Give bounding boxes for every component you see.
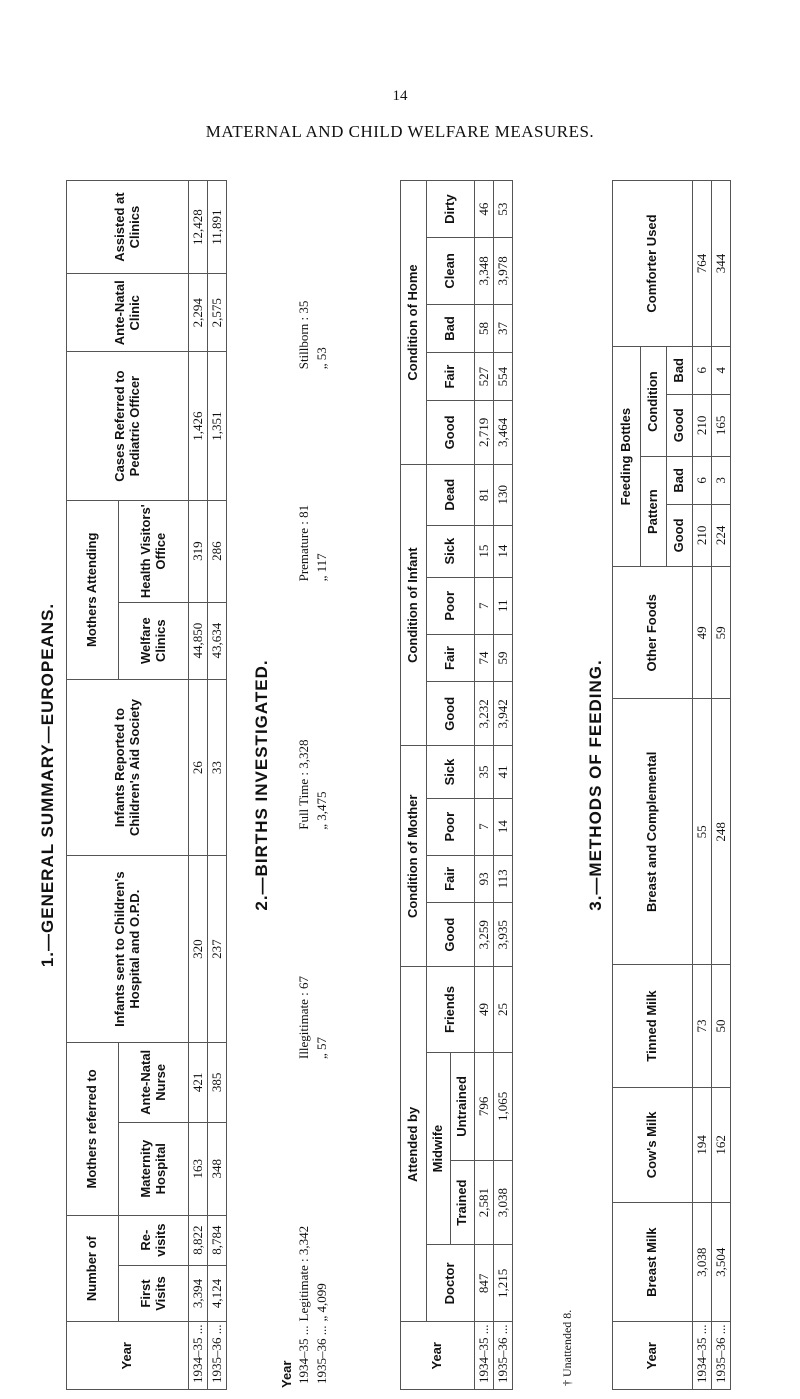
page-number: 14: [392, 88, 408, 104]
cell: Full Time : 3,328: [296, 739, 311, 830]
cell: 1934–35 ...: [475, 1322, 494, 1390]
cell: 1934–35 ...: [693, 1322, 712, 1390]
assisted-header: Assisted at Clinics: [67, 181, 189, 274]
cell: 7: [475, 577, 494, 634]
cell: „ 3,475: [314, 791, 329, 830]
infants-sent-header: Infants sent to Children's Hospital and O.P.D.: [67, 856, 189, 1043]
condition-home-header: Condition of Home: [401, 181, 427, 465]
cell: Legitimate : 3,342: [296, 1225, 311, 1322]
cell: 37: [494, 304, 513, 353]
cell: 41: [494, 746, 513, 798]
cell: 319: [189, 500, 208, 602]
cell: „ 53: [314, 347, 329, 370]
cows-milk-header: Cow's Milk: [613, 1087, 693, 1202]
cell: 3,942: [494, 682, 513, 746]
maternity-header: Maternity Hospital: [119, 1122, 189, 1215]
cell: 74: [475, 634, 494, 681]
cell: 163: [189, 1122, 208, 1215]
cell: 55: [693, 699, 712, 965]
cell: 248: [712, 699, 731, 965]
cell: „ 4,099: [314, 1283, 329, 1322]
unattended-footnote: † Unattended 8.: [560, 1309, 574, 1386]
cell: 2,294: [189, 274, 208, 352]
cell: 35: [475, 746, 494, 798]
s1-year-header: Year: [67, 1322, 189, 1390]
cell: 2,719: [475, 400, 494, 464]
untrained-header: Untrained: [451, 1052, 475, 1160]
attended-by-header: Attended by: [401, 967, 427, 1322]
cell: 1,215: [494, 1245, 513, 1322]
cell: 237: [208, 856, 227, 1043]
header: Good: [427, 400, 475, 464]
cell: 43,634: [208, 602, 227, 679]
midwife-header: Midwife: [427, 1052, 451, 1245]
condition-mother-header: Condition of Mother: [401, 746, 427, 967]
cell: 46: [475, 181, 494, 238]
cell: 59: [712, 567, 731, 699]
header: Clean: [427, 238, 475, 305]
cell: 1935–36 ...: [712, 1322, 731, 1390]
comforter-header: Comforter Used: [613, 181, 693, 347]
first-visits-header: First Visits: [119, 1265, 189, 1322]
feeding-table: [612, 180, 731, 1390]
friends-header: Friends: [427, 967, 475, 1053]
cell: 847: [475, 1245, 494, 1322]
condition-header: Condition: [641, 347, 667, 457]
cell: 93: [475, 855, 494, 902]
header: Sick: [427, 746, 475, 798]
cell: 3,978: [494, 238, 513, 305]
cell: 165: [712, 394, 731, 457]
cell: 33: [208, 679, 227, 856]
cell: 53: [494, 181, 513, 238]
cell: „ 57: [314, 1036, 329, 1060]
cases-referred-header: Cases Referred to Pediatric Officer: [67, 352, 189, 500]
cell: 3,348: [475, 238, 494, 305]
breast-milk-header: Breast Milk: [613, 1202, 693, 1322]
s2-year-header: Year: [279, 1360, 294, 1388]
s3-year-header: Year: [401, 1322, 475, 1390]
cell: 12,428: [189, 181, 208, 274]
cell: „ 117: [314, 553, 329, 582]
header: Dirty: [427, 181, 475, 238]
cell: 224: [712, 504, 731, 567]
header: Fair: [427, 855, 475, 902]
cell: 130: [494, 464, 513, 525]
cell: 6: [693, 457, 712, 505]
cell: 1935–36 ...: [494, 1322, 513, 1390]
cell: 194: [693, 1087, 712, 1202]
cell: 7: [475, 798, 494, 855]
cell: 14: [494, 798, 513, 855]
cell: 1,426: [189, 352, 208, 500]
cell: 3,464: [494, 400, 513, 464]
cell: 81: [475, 464, 494, 525]
cell: 1,351: [208, 352, 227, 500]
header: Good: [427, 682, 475, 746]
health-visitors-header: Health Visitors' Office: [119, 500, 189, 602]
cell: 6: [693, 347, 712, 395]
breast-complemental-header: Breast and Complemental: [613, 699, 693, 965]
rotated-tables: [20, 180, 800, 1390]
feeding-bottles-header: Feeding Bottles: [613, 347, 641, 567]
pattern-header: Pattern: [641, 457, 667, 567]
general-summary-title: 1.—GENERAL SUMMARY—EUROPEANS.: [38, 602, 57, 968]
antenatal-clinic-header: Ante-Natal Clinic: [67, 274, 189, 352]
cell: 3,038: [494, 1160, 513, 1244]
cell: 113: [494, 855, 513, 902]
header: Good: [667, 504, 693, 567]
cell: Stillborn : 35: [296, 300, 311, 370]
number-of-header: Number of: [67, 1215, 119, 1322]
cell: 554: [494, 353, 513, 400]
table-row: [712, 181, 731, 1390]
cell: 26: [189, 679, 208, 856]
cell: 25: [494, 967, 513, 1053]
cell: 162: [712, 1087, 731, 1202]
cell: 8,822: [189, 1215, 208, 1265]
cell: 4,124: [208, 1265, 227, 1322]
header: Poor: [427, 577, 475, 634]
cell: 3,259: [475, 903, 494, 967]
other-foods-header: Other Foods: [613, 567, 693, 699]
header: Good: [427, 903, 475, 967]
cell: 49: [475, 967, 494, 1053]
cell: 286: [208, 500, 227, 602]
feeding-title: 3.—METHODS OF FEEDING.: [586, 659, 605, 911]
cell: Premature : 81: [296, 504, 311, 582]
cell: 348: [208, 1122, 227, 1215]
cell: 3,935: [494, 903, 513, 967]
cell: 4: [712, 347, 731, 395]
cell: 8,784: [208, 1215, 227, 1265]
cell: 3,232: [475, 682, 494, 746]
births-title: 2.—BIRTHS INVESTIGATED.: [252, 659, 271, 911]
header: Fair: [427, 634, 475, 681]
header: Bad: [667, 457, 693, 505]
header: Bad: [427, 304, 475, 353]
cell: 49: [693, 567, 712, 699]
header: Sick: [427, 525, 475, 577]
header: Bad: [667, 347, 693, 395]
cell: 15: [475, 525, 494, 577]
cell: 210: [693, 394, 712, 457]
cell: 1,065: [494, 1052, 513, 1160]
cell: 2,575: [208, 274, 227, 352]
header: Dead: [427, 464, 475, 525]
cell: 796: [475, 1052, 494, 1160]
cell: 527: [475, 353, 494, 400]
mothers-referred-header: Mothers referred to: [67, 1042, 119, 1215]
mothers-attending-header: Mothers Attending: [67, 500, 119, 679]
cell: 44,850: [189, 602, 208, 679]
cell: 421: [189, 1042, 208, 1122]
header: Good: [667, 394, 693, 457]
cell: 3,394: [189, 1265, 208, 1322]
revisits-header: Re-visits: [119, 1215, 189, 1265]
cell: 50: [712, 965, 731, 1088]
cell: 210: [693, 504, 712, 567]
antenatal-nurse-header: Ante-Natal Nurse: [119, 1042, 189, 1122]
cell: 1934–35 ...: [189, 1322, 208, 1390]
tinned-milk-header: Tinned Milk: [613, 965, 693, 1088]
s4-year-header: Year: [613, 1322, 693, 1390]
feeding-section: [20, 180, 800, 1390]
cell: 764: [693, 181, 712, 347]
table-row: [693, 181, 712, 1390]
cell: 3,038: [693, 1202, 712, 1322]
cell: 11,891: [208, 181, 227, 274]
cell: 1934–35 ...: [296, 1325, 311, 1384]
cell: 320: [189, 856, 208, 1043]
header: Fair: [427, 353, 475, 400]
main-title: MATERNAL AND CHILD WELFARE MEASURES.: [205, 122, 595, 141]
cell: 1935–36 ...: [208, 1322, 227, 1390]
welfare-clinics-header: Welfare Clinics: [119, 602, 189, 679]
cell: Illegitimate : 67: [296, 975, 311, 1060]
cell: 58: [475, 304, 494, 353]
cell: 59: [494, 634, 513, 681]
cell: 14: [494, 525, 513, 577]
infants-reported-header: Infants Reported to Children's Aid Society: [67, 679, 189, 856]
header: Poor: [427, 798, 475, 855]
cell: 344: [712, 181, 731, 347]
cell: 1935–36 ...: [314, 1325, 329, 1384]
doctor-header: Doctor: [427, 1245, 475, 1322]
trained-header: Trained: [451, 1160, 475, 1244]
condition-infant-header: Condition of Infant: [401, 464, 427, 745]
cell: 3: [712, 457, 731, 505]
cell: 11: [494, 577, 513, 634]
cell: 73: [693, 965, 712, 1088]
cell: 385: [208, 1042, 227, 1122]
cell: 3,504: [712, 1202, 731, 1322]
cell: 2,581: [475, 1160, 494, 1244]
